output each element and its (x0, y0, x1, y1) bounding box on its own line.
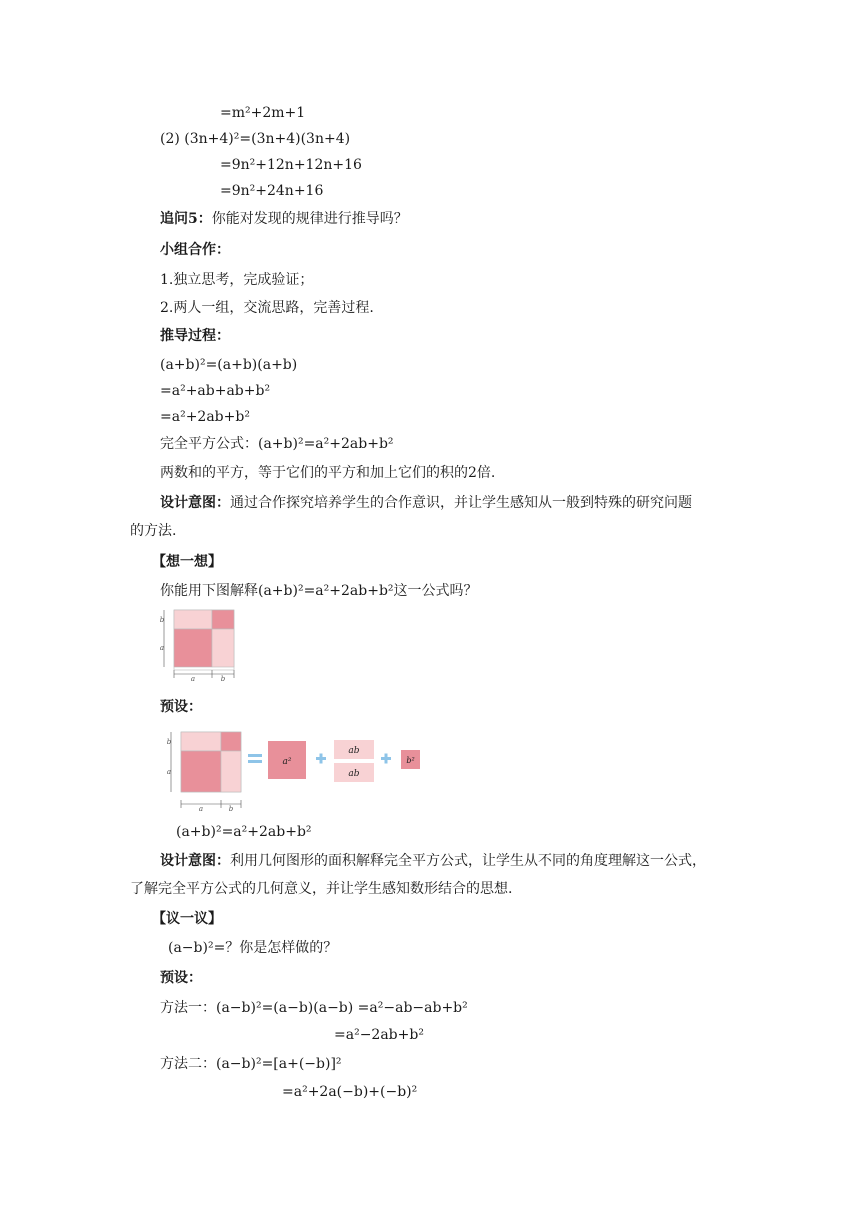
eq-line-3: =9n²+12n+12n+16 (220, 157, 362, 173)
label-a: a (190, 675, 196, 683)
label-b-side: b (159, 616, 165, 624)
eq-line-4: =9n²+24n+16 (220, 183, 324, 199)
derivation-line-3: =a²+2ab+b² (160, 409, 250, 425)
label-b: b (220, 675, 226, 683)
label-a-2: a (198, 805, 204, 813)
ab-label-bottom: ab (348, 769, 360, 779)
square-diagram-2 (165, 730, 255, 814)
label-b-2: b (228, 805, 234, 813)
figure-formula: (a+b)²=a²+2ab+b² (176, 824, 312, 840)
decomposition-row (246, 738, 426, 784)
derivation-heading: 推导过程： (160, 328, 230, 344)
method-2-line-1: 方法二：(a−b)²=[a+(−b)]² (160, 1056, 342, 1072)
eq-line-1: =m²+2m+1 (220, 105, 306, 121)
method-1-line-1: 方法一：(a−b)²=(a−b)(a−b) =a²−ab−ab+b² (160, 1000, 468, 1016)
group-step-2: 2.两人一组，交流思路，完善过程. (160, 300, 374, 316)
preset-heading-1: 预设： (160, 699, 202, 715)
formula-description: 两数和的平方，等于它们的平方和加上它们的积的2倍. (160, 465, 496, 481)
ab-label-top: ab (348, 746, 360, 756)
think-question: 你能用下图解释(a+b)²=a²+2ab+b²这一公式吗？ (160, 583, 478, 599)
design-intent-1-cont: 的方法. (130, 523, 177, 539)
label-a-side-2: a (166, 768, 172, 776)
formula-statement: 完全平方公式：(a+b)²=a²+2ab+b² (160, 436, 394, 452)
design-intent-1 (160, 493, 692, 513)
derivation-line-1: (a+b)²=(a+b)(a+b) (160, 357, 298, 373)
design-intent-2-label: 设计意图： (160, 853, 230, 869)
design-intent-2-text: 利用几何图形的面积解释完全平方公式，让学生从不同的角度理解这一公式， (230, 853, 706, 869)
followup-text: 你能对发现的规律进行推导吗？ (211, 211, 408, 227)
b-squared-label: b² (406, 756, 415, 765)
square-diagram-1 (158, 608, 240, 690)
think-heading: 【想一想】 (152, 554, 222, 570)
group-work-heading: 小组合作： (160, 242, 230, 258)
preset-heading-2: 预设： (160, 970, 202, 986)
method-1-line-2: =a²−2ab+b² (334, 1027, 424, 1043)
discuss-question: (a−b)²=？你是怎样做的？ (168, 940, 338, 956)
label-a-side: a (159, 644, 165, 652)
design-intent-text: 通过合作探究培养学生的合作意识，并让学生感知从一般到特殊的研究问题 (230, 495, 692, 511)
design-intent-2-cont: 了解完全平方公式的几何意义，并让学生感知数形结合的思想. (130, 881, 513, 897)
design-intent-2 (160, 851, 706, 871)
a-squared-label: a² (282, 757, 292, 767)
group-step-1: 1.独立思考，完成验证； (160, 272, 314, 288)
followup-label: 追问5： (160, 211, 212, 227)
derivation-line-2: =a²+ab+ab+b² (160, 383, 271, 399)
followup-question-5 (160, 209, 408, 229)
discuss-heading: 【议一议】 (152, 911, 222, 927)
eq-line-2: (2) (3n+4)²=(3n+4)(3n+4) (160, 131, 351, 147)
design-intent-label: 设计意图： (160, 495, 230, 511)
label-b-side-2: b (166, 738, 172, 746)
method-2-line-2: =a²+2a(−b)+(−b)² (282, 1084, 418, 1100)
